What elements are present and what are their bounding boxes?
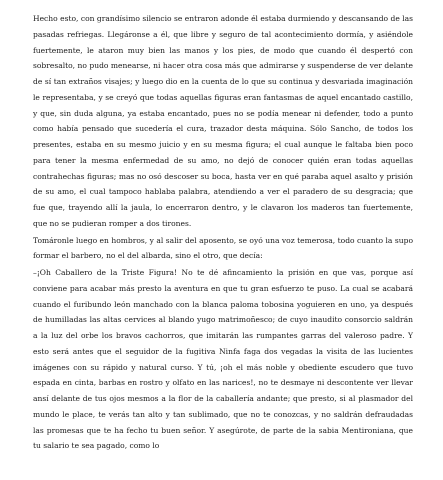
- paragraph-3: –¡Oh Caballero de la Triste Figura! No te dé afincamiento la prisión en que vas, porque así conviene para acabar más presto la aventura en que tu gran esfuerzo te puso. La cual se acabará cuando el furibundo león manchado con la blanca paloma tobosina yoguieren en uno, ya después de humilladas las altas cervices al blando yugo matrimoñesco; de cuyo inaudito consorcio saldrán a la luz del orbe los bravos cachorros, que imitarán las rumpantes garras del valeroso padre. Y esto será antes que el seguidor de la fugitiva Ninfa faga dos vegadas la visita de las lucientes imágenes con su rápido y natural curso. Y tú, ¡oh el más noble y obediente escudero que tuvo espada en cinta, barbas en rostro y olfato en las narices!, no te desmaye ni descontente ver llevar ansí delante de tus ojos mesmos a la flor de la caballería andante; que presto, si al plasmador del mundo le place, te verás tan alto y tan sublimado, que no te conozcas, y no saldrán defraudadas las promesas que te ha fecho tu buen señor. Y asegúrote, de parte de la sabia Mentironiana, que tu salario te sea pagado, como lo: [33, 268, 413, 451]
- text-column: [33, 11, 413, 455]
- paragraph-2: Tomáronle luego en hombros, y al salir del aposento, se oyó una voz temerosa, todo cuanto la supo formar el barbero, no el del albarda, sino el otro, que decía:: [33, 235, 413, 261]
- paragraph-1: Hecho esto, con grandísimo silencio se entraron adonde él estaba durmiendo y descansando de las pasadas refriegas. Llegáronse a él, que libre y seguro de tal acontecimiento dormía, y asiéndole fuertemente, le ataron muy bien las manos y los pies, de modo que cuando él despertó con sobresalto, no pudo menearse, ni hacer otra cosa más que admirarse y suspenderse de ver delante de sí tan extraños visajes; y luego dio en la cuenta de lo que su continua y desvariada imaginación le representaba, y se creyó que todas aquellas figuras eran fantasmas de aquel encantado castillo, y que, sin duda alguna, ya estaba encantado, pues no se podía menear ni defender, todo a punto como había pensado que sucedería el cura, trazador desta máquina. Sólo Sancho, de todos los presentes, estaba en su mesmo juicio y en su mesma figura; el cual aunque le faltaba bien poco para tener la mesma enfermedad de su amo, no dejó de conocer quién eran todas aquellas contrahechas figuras; mas no osó descoser su boca, hasta ver en qué paraba aquel asalto y prisión de su amo, el cual tampoco hablaba palabra, atendiendo a ver el paradero de su desgracia; que fue que, trayendo allí la jaula, lo encerraron dentro, y le clavaron los maderos tan fuertemente, que no se pudieran romper a dos tirones.: [33, 14, 413, 228]
